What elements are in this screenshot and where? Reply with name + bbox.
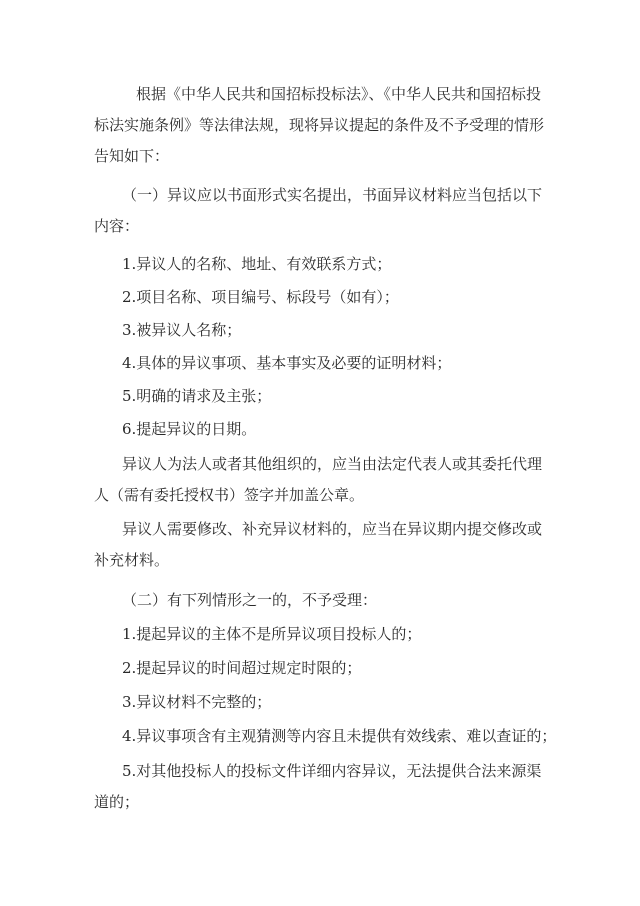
section1-note-1-line-2: 人（需有委托授权书）签字并加盖公章。 <box>94 486 365 504</box>
section2-item-1: 1.提起异议的主体不是所异议项目投标人的； <box>122 625 422 643</box>
section1-note-2-line-2: 补充材料。 <box>94 551 170 569</box>
intro-line-2: 标法实施条例》等法律法规，现将异议提起的条件及不予受理的情形 <box>94 116 545 134</box>
section1-item-5: 5.明确的请求及主张； <box>122 387 272 405</box>
intro-line-3: 告知如下： <box>94 147 170 165</box>
section1-note-1-line-1: 异议人为法人或者其他组织的，应当由法定代表人或其委托代理 <box>122 455 543 473</box>
section1-item-3: 3.被异议人名称； <box>122 321 242 339</box>
intro-paragraph <box>0 79 544 172</box>
section1-note-2-line-1: 异议人需要修改、补充异议材料的，应当在异议期内提交修改或 <box>122 520 543 538</box>
section1-heading <box>0 180 542 242</box>
section2-item-4: 4.异议事项含有主观猜测等内容且未提供有效线索、难以查证的； <box>122 727 557 745</box>
section1-heading-line-1: （一）异议应以书面形式实名提出，书面异议材料应当包括以下 <box>122 186 543 204</box>
intro-line-1: 根据《中华人民共和国招标投标法》、《中华人民共和国招标投 <box>136 85 542 103</box>
section1-item-4: 4.具体的异议事项、基本事实及必要的证明材料； <box>122 354 452 372</box>
section2-item-2: 2.提起异议的时间超过规定时限的； <box>122 659 362 677</box>
section1-item-2: 2.项目名称、项目编号、标段号（如有）； <box>122 288 399 306</box>
section2-heading: （二）有下列情形之一的，不予受理： <box>122 591 378 609</box>
section2-item-5 <box>0 756 541 818</box>
section2-item-5-line-2: 道的； <box>94 793 140 811</box>
section2-item-5-line-1: 5.对其他投标人的投标文件详细内容异议，无法提供合法来源渠 <box>122 762 542 780</box>
section1-note-1 <box>0 449 542 511</box>
section1-heading-line-2: 内容： <box>94 217 140 235</box>
section1-item-1: 1.异议人的名称、地址、有效联系方式； <box>122 255 392 273</box>
section2-item-3: 3.异议材料不完整的； <box>122 693 272 711</box>
section1-note-2 <box>0 514 542 576</box>
section1-item-6: 6.提起异议的日期。 <box>122 420 257 438</box>
